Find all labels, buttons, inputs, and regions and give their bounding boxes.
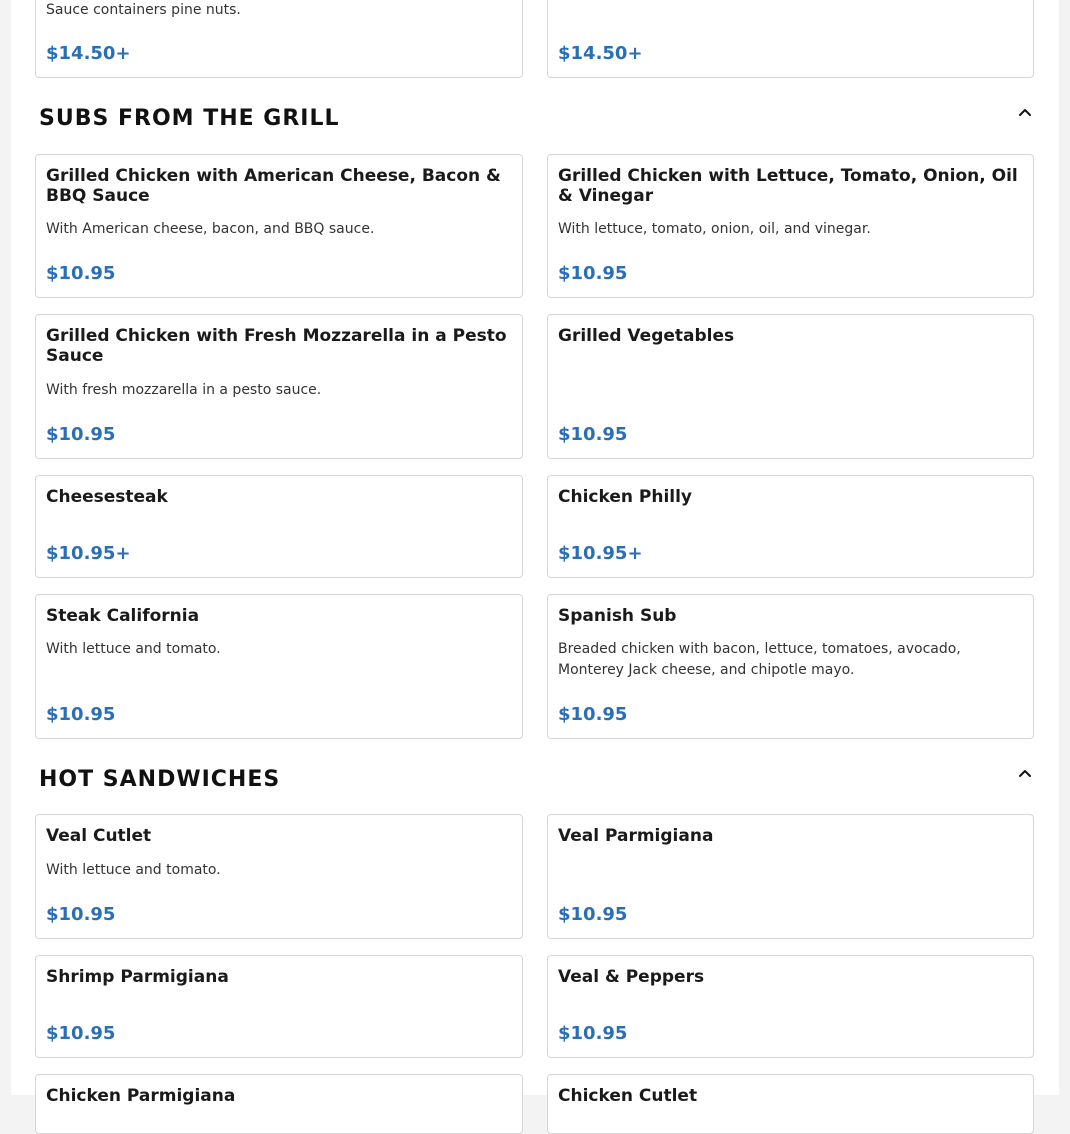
item-title: Spanish Sub — [558, 606, 677, 626]
item-description: With fresh mozzarella in a pesto sauce. — [46, 382, 322, 398]
item-title: Veal Parmigiana — [558, 826, 714, 846]
item-price: $10.95 — [558, 704, 628, 725]
menu-item-card[interactable] — [35, 814, 523, 939]
item-price: $10.95 — [558, 263, 628, 284]
item-price: $10.95 — [46, 704, 116, 725]
item-price: $10.95+ — [558, 543, 643, 564]
item-price: $10.95 — [46, 263, 116, 284]
section-title: SUBS FROM THE GRILL — [39, 106, 340, 131]
menu-item-card[interactable] — [35, 475, 523, 578]
item-price: $10.95 — [558, 424, 628, 445]
item-title: Veal & Peppers — [558, 967, 705, 987]
menu-item-card[interactable] — [35, 955, 523, 1058]
item-title: Shrimp Parmigiana — [46, 967, 229, 987]
menu-item-card[interactable] — [35, 314, 523, 459]
menu-item-card[interactable] — [35, 594, 523, 739]
item-title: Chicken Cutlet — [558, 1086, 698, 1106]
item-title: Veal Cutlet — [46, 826, 152, 846]
menu-page — [11, 0, 1059, 1106]
item-description: With lettuce and tomato. — [46, 862, 221, 878]
item-title: Grilled Chicken with Fresh Mozzarella in a Pesto Sauce — [46, 326, 507, 366]
item-price: $14.50+ — [46, 43, 131, 64]
item-price: $10.95 — [46, 424, 116, 445]
item-title: Chicken Philly — [558, 487, 693, 507]
item-description: With lettuce, tomato, onion, oil, and vinegar. — [558, 221, 871, 237]
item-title: Steak California — [46, 606, 200, 626]
item-price: $10.95 — [46, 1023, 116, 1044]
item-price: $10.95 — [46, 904, 116, 925]
item-title: Grilled Chicken with Lettuce, Tomato, Onion, Oil & Vinegar — [558, 166, 1018, 206]
chevron-up-icon[interactable] — [1015, 763, 1035, 783]
chevron-up-icon[interactable] — [1015, 102, 1035, 122]
section-title: HOT SANDWICHES — [39, 767, 281, 792]
menu-item-card[interactable] — [547, 154, 1034, 298]
menu-item-card[interactable] — [547, 1074, 1034, 1134]
item-description: Sauce containers pine nuts. — [46, 2, 241, 18]
item-title: Grilled Chicken with American Cheese, Bacon & BBQ Sauce — [46, 166, 501, 206]
menu-item-card[interactable] — [35, 0, 523, 78]
menu-item-card[interactable] — [547, 955, 1034, 1058]
item-title: Chicken Parmigiana — [46, 1086, 236, 1106]
menu-item-card[interactable] — [547, 475, 1034, 578]
item-title: Grilled Vegetables — [558, 326, 735, 346]
item-description: Breaded chicken with bacon, lettuce, tomatoes, avocado, Monterey Jack cheese, and chipotle mayo. — [558, 641, 961, 678]
menu-item-card[interactable] — [547, 0, 1034, 78]
menu-item-card[interactable] — [547, 314, 1034, 459]
item-price: $10.95 — [558, 904, 628, 925]
menu-item-card[interactable] — [35, 1074, 523, 1134]
item-price: $10.95 — [558, 1023, 628, 1044]
item-description: With lettuce and tomato. — [46, 641, 221, 657]
item-price: $14.50+ — [558, 43, 643, 64]
item-price: $10.95+ — [46, 543, 131, 564]
menu-item-card[interactable] — [547, 594, 1034, 739]
menu-item-card[interactable] — [35, 154, 523, 298]
menu-item-card[interactable] — [547, 814, 1034, 939]
item-description: With American cheese, bacon, and BBQ sauce. — [46, 221, 375, 237]
item-title: Cheesesteak — [46, 487, 168, 507]
